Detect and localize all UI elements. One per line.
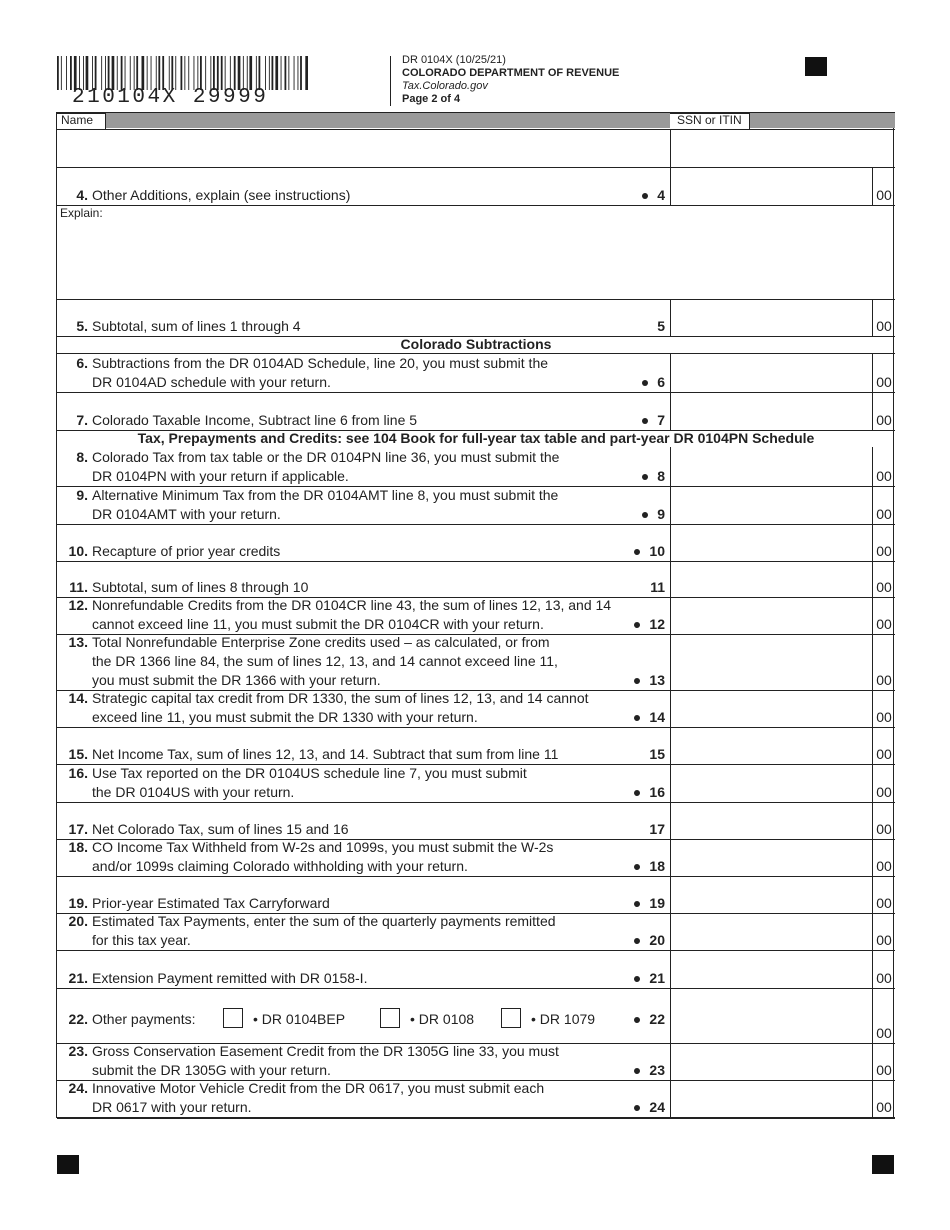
registration-mark-top-right	[805, 57, 827, 76]
amount-input-l12[interactable]	[674, 599, 868, 632]
barcode-bar	[121, 56, 123, 90]
explain-label: Explain:	[60, 206, 103, 220]
bullet-dot	[642, 474, 648, 480]
line-text-l4: Other Additions, explain (see instructions)	[92, 187, 351, 203]
checkbox-label: • DR 0104BEP	[253, 1011, 346, 1027]
amount-input-l5[interactable]	[674, 303, 868, 334]
barcode-bar	[101, 56, 102, 90]
cents-l12: 00	[876, 616, 892, 632]
ssn-header-shade	[749, 113, 895, 128]
barcode	[57, 56, 309, 90]
barcode-bar	[213, 56, 215, 90]
form-header	[402, 54, 619, 106]
row-divider	[57, 299, 895, 300]
line-ref-l17: 17	[649, 821, 665, 837]
amount-input-l15[interactable]	[674, 729, 868, 762]
barcode-bar	[305, 56, 308, 90]
amount-input-l21[interactable]	[674, 952, 868, 986]
row-divider	[57, 802, 895, 803]
barcode-bar	[130, 56, 131, 90]
line-number-l6: 6.	[76, 355, 88, 371]
barcode-bar	[125, 56, 126, 90]
bullet-dot	[634, 901, 640, 907]
barcode-bar	[200, 56, 202, 90]
cents-l23: 00	[876, 1062, 892, 1078]
name-label-divider	[105, 112, 106, 129]
line-text-l24: Innovative Motor Vehicle Credit from the DR 0617, you must submit each	[92, 1080, 545, 1096]
line-ref-l4: 4	[657, 187, 665, 203]
checkbox-label: • DR 0108	[410, 1011, 475, 1027]
checkbox-dr-0108[interactable]	[380, 1008, 400, 1028]
line-text-l17: Net Colorado Tax, sum of lines 15 and 16	[92, 821, 349, 837]
line-number-l15: 15.	[68, 746, 88, 762]
barcode-bar	[230, 56, 231, 90]
bullet-dot	[642, 512, 648, 518]
line-text-l23: Gross Conservation Easement Credit from the DR 1305G line 33, you must	[92, 1043, 559, 1059]
bullet-dot	[634, 976, 640, 982]
line-text-l13: you must submit the DR 1366 with your return.	[92, 672, 381, 688]
barcode-bar	[171, 56, 173, 90]
row-divider	[57, 988, 895, 989]
line-text-l7: Colorado Taxable Income, Subtract line 6 from line 5	[92, 412, 418, 428]
barcode-bar	[92, 56, 93, 90]
line-text-l13: Total Nonrefundable Enterprise Zone credits used – as calculated, or from	[92, 634, 550, 650]
bullet-dot	[634, 622, 640, 628]
line-text-l19: Prior-year Estimated Tax Carryforward	[92, 895, 330, 911]
line-text-l18: and/or 1099s claiming Colorado withholding with your return.	[92, 858, 468, 874]
line-ref-l22: 22	[649, 1011, 665, 1027]
barcode-bar	[210, 56, 211, 90]
row-divider	[57, 950, 895, 951]
cents-l24: 00	[876, 1099, 892, 1115]
row-divider	[57, 561, 895, 562]
amount-input-l16[interactable]	[674, 766, 868, 800]
cents-l10: 00	[876, 543, 892, 559]
cents-l20: 00	[876, 932, 892, 948]
row-divider	[57, 727, 895, 728]
line-number-l9: 9.	[76, 487, 88, 503]
line-number-l14: 14.	[68, 690, 88, 706]
row-divider	[57, 1117, 895, 1119]
cents-l8: 00	[876, 468, 892, 484]
line-text-l16: Use Tax reported on the DR 0104US schedule line 7, you must submit	[92, 765, 527, 781]
row-divider	[57, 392, 895, 393]
barcode-bar	[175, 56, 176, 90]
barcode-bar	[272, 56, 274, 90]
barcode-bar	[147, 56, 148, 90]
line-ref-l12: 12	[649, 616, 665, 632]
line-ref-l15: 15	[649, 746, 665, 762]
amount-input-l4[interactable]	[674, 169, 868, 203]
row-divider	[57, 524, 895, 525]
cents-l6: 00	[876, 374, 892, 390]
barcode-bar	[259, 56, 261, 90]
cents-l11: 00	[876, 579, 892, 595]
line-ref-l5: 5	[657, 318, 665, 334]
ssn-label-divider	[749, 112, 750, 129]
cents-l22: 00	[876, 1025, 892, 1041]
barcode-bar	[74, 56, 77, 90]
amount-input-l10[interactable]	[674, 526, 868, 559]
registration-mark-bottom-left	[57, 1155, 79, 1174]
line-text-l13: the DR 1366 line 84, the sum of lines 12, 13, and 14 cannot exceed line 11,	[92, 653, 558, 669]
cents-l15: 00	[876, 746, 892, 762]
checkbox-dr-0104bep[interactable]	[223, 1008, 243, 1028]
line-ref-l20: 20	[649, 932, 665, 948]
cents-l14: 00	[876, 709, 892, 725]
barcode-bar	[256, 56, 257, 90]
line-ref-l6: 6	[657, 374, 665, 390]
line-number-l17: 17.	[68, 821, 88, 837]
line-number-l20: 20.	[68, 913, 88, 929]
barcode-number: 210104X 29999	[72, 86, 269, 109]
line-ref-l23: 23	[649, 1062, 665, 1078]
cents-l18: 00	[876, 858, 892, 874]
line-text-l5: Subtotal, sum of lines 1 through 4	[92, 318, 301, 334]
barcode-bar	[66, 56, 67, 90]
barcode-bar	[288, 56, 289, 90]
amount-input-l11[interactable]	[674, 563, 868, 595]
explain-input[interactable]	[61, 222, 887, 298]
line-ref-l10: 10	[649, 543, 665, 559]
checkbox-dr-1079[interactable]	[501, 1008, 521, 1028]
line-text-l21: Extension Payment remitted with DR 0158-I.	[92, 970, 368, 986]
barcode-bar	[169, 56, 170, 90]
barcode-bar	[265, 56, 266, 90]
cents-l9: 00	[876, 506, 892, 522]
bullet-dot	[634, 864, 640, 870]
bullet-dot	[634, 549, 640, 555]
cents-l19: 00	[876, 895, 892, 911]
line-number-l4: 4.	[76, 187, 88, 203]
cents-column-divider	[872, 447, 873, 1117]
barcode-bar	[112, 56, 115, 90]
form-id: DR 0104X (10/25/21)	[402, 54, 506, 66]
page-number: Page 2 of 4	[402, 93, 461, 105]
line-ref-l18: 18	[649, 858, 665, 874]
ssn-label: SSN or ITIN	[677, 113, 742, 127]
barcode-bar	[86, 56, 89, 90]
barcode-bar	[184, 56, 185, 90]
section-colorado-subtractions: Colorado Subtractions	[400, 336, 552, 352]
row-divider	[57, 205, 895, 206]
line-text-l16: the DR 0104US with your return.	[92, 784, 295, 800]
barcode-bar	[134, 56, 135, 90]
row-divider	[57, 167, 895, 168]
cents-l16: 00	[876, 784, 892, 800]
line-text-l24: DR 0617 with your return.	[92, 1099, 252, 1115]
line-number-l19: 19.	[68, 895, 88, 911]
line-ref-l8: 8	[657, 468, 665, 484]
line-number-l16: 16.	[68, 765, 88, 781]
amount-input-l14[interactable]	[674, 692, 868, 725]
barcode-bar	[205, 56, 206, 90]
bullet-dot	[634, 1068, 640, 1074]
cents-l7: 00	[876, 412, 892, 428]
line-text-l9: Alternative Minimum Tax from the DR 0104AMT line 8, you must submit the	[92, 487, 559, 503]
line-text-l12: cannot exceed line 11, you must submit the DR 0104CR with your return.	[92, 616, 544, 632]
line-text-l22: Other payments:	[92, 1011, 196, 1027]
line-text-l10: Recapture of prior year credits	[92, 543, 281, 559]
line-ref-l14: 14	[649, 709, 665, 725]
amount-column-divider	[670, 447, 671, 1117]
line-ref-l9: 9	[657, 506, 665, 522]
row-divider	[57, 876, 895, 877]
barcode-bar	[142, 56, 145, 90]
cents-column-divider	[872, 299, 873, 336]
line-number-l13: 13.	[68, 634, 88, 650]
line-number-l23: 23.	[68, 1043, 88, 1059]
name-input[interactable]	[61, 130, 666, 166]
barcode-bar	[221, 56, 223, 90]
barcode-bar	[298, 56, 299, 90]
cents-l13: 00	[876, 672, 892, 688]
row-divider	[57, 353, 895, 354]
amount-input-l7[interactable]	[674, 394, 868, 428]
line-text-l18: CO Income Tax Withheld from W-2s and 1099s, you must submit the W-2s	[92, 839, 554, 855]
barcode-bar	[158, 56, 160, 90]
line-number-l8: 8.	[76, 449, 88, 465]
line-number-l7: 7.	[76, 412, 88, 428]
line-text-l8: Colorado Tax from tax table or the DR 0104PN line 36, you must submit the	[92, 449, 560, 465]
ssn-input[interactable]	[674, 130, 891, 166]
bullet-dot	[642, 380, 648, 386]
barcode-bar	[156, 56, 157, 90]
amount-input-l8[interactable]	[674, 450, 868, 484]
barcode-bar	[234, 56, 236, 90]
bullet-dot	[634, 678, 640, 684]
line-ref-l19: 19	[649, 895, 665, 911]
line-text-l9: DR 0104AMT with your return.	[92, 506, 281, 522]
cents-l17: 00	[876, 821, 892, 837]
bullet-dot	[634, 1017, 640, 1023]
barcode-bar	[247, 56, 248, 90]
bullet-dot	[634, 715, 640, 721]
line-text-l6: DR 0104AD schedule with your return.	[92, 374, 331, 390]
bullet-dot	[642, 418, 648, 424]
barcode-bar	[188, 56, 189, 90]
line-text-l23: submit the DR 1305G with your return.	[92, 1062, 331, 1078]
bullet-dot	[634, 938, 640, 944]
amount-input-l24[interactable]	[674, 1082, 868, 1115]
line-number-l10: 10.	[68, 543, 88, 559]
line-ref-l16: 16	[649, 784, 665, 800]
registration-mark-bottom-right	[872, 1155, 894, 1174]
section-tax-prepayments-credits: Tax, Prepayments and Credits: see 104 Book for full-year tax table and part-year DR 0104PN Schedule	[137, 430, 815, 446]
bullet-dot	[642, 193, 648, 199]
line-text-l12: Nonrefundable Credits from the DR 0104CR line 43, the sum of lines 12, 13, and 14	[92, 597, 612, 613]
barcode-bar	[162, 56, 164, 90]
line-ref-l7: 7	[657, 412, 665, 428]
barcode-bar	[281, 56, 282, 90]
cents-column-divider	[872, 167, 873, 205]
line-ref-l21: 21	[649, 970, 665, 986]
line-number-l11: 11.	[69, 579, 88, 595]
barcode-bar	[275, 56, 278, 90]
barcode-bar	[294, 56, 295, 90]
line-number-l5: 5.	[76, 318, 88, 334]
bullet-dot	[634, 1105, 640, 1111]
barcode-bar	[70, 56, 72, 90]
line-ref-l24: 24	[649, 1099, 665, 1115]
name-label: Name	[61, 113, 94, 127]
barcode-bar	[117, 56, 118, 90]
amount-column-divider	[670, 129, 671, 205]
amount-column-divider	[670, 353, 671, 430]
line-number-l24: 24.	[68, 1080, 88, 1096]
amount-input-l6[interactable]	[674, 355, 868, 390]
amount-input-l20[interactable]	[674, 915, 868, 948]
cents-column-divider	[872, 353, 873, 430]
checkbox-label: • DR 1079	[531, 1011, 596, 1027]
cents-l5: 00	[876, 318, 892, 334]
line-ref-l11: 11	[650, 579, 665, 595]
barcode-bar	[83, 56, 84, 90]
barcode-bar	[57, 56, 59, 90]
website: Tax.Colorado.gov	[402, 80, 488, 92]
amount-input-l18[interactable]	[674, 841, 868, 874]
barcode-bar	[151, 56, 152, 90]
cents-l4: 00	[876, 187, 892, 203]
barcode-bar	[197, 56, 198, 90]
barcode-bar	[108, 56, 110, 90]
barcode-bar	[61, 56, 62, 90]
barcode-bar	[136, 56, 138, 90]
barcode-bar	[181, 56, 183, 90]
line-text-l6: Subtractions from the DR 0104AD Schedule, line 20, you must submit the	[92, 355, 549, 371]
line-number-l22: 22.	[68, 1011, 88, 1027]
barcode-bar	[105, 56, 106, 90]
line-text-l20: Estimated Tax Payments, enter the sum of the quarterly payments remitted	[92, 913, 556, 929]
amount-input-l22[interactable]	[674, 990, 868, 1041]
barcode-bar	[95, 56, 97, 90]
line-text-l14: Strategic capital tax credit from DR 1330, the sum of lines 12, 13, and 14 cannot	[92, 690, 589, 706]
barcode-bar	[238, 56, 241, 90]
barcode-bar	[225, 56, 226, 90]
barcode-bar	[243, 56, 244, 90]
amount-input-l19[interactable]	[674, 878, 868, 911]
barcode-bar	[300, 56, 302, 90]
barcode-bar	[285, 56, 287, 90]
line-number-l12: 12.	[68, 597, 88, 613]
barcode-bar	[79, 56, 80, 90]
line-number-l21: 21.	[68, 970, 88, 986]
cents-l21: 00	[876, 970, 892, 986]
amount-input-l23[interactable]	[674, 1045, 868, 1078]
line-text-l14: exceed line 11, you must submit the DR 1330 with your return.	[92, 709, 478, 725]
barcode-bar	[217, 56, 219, 90]
amount-input-l9[interactable]	[674, 488, 868, 522]
name-header-shade	[105, 113, 670, 128]
header-divider	[390, 56, 391, 106]
department-name: COLORADO DEPARTMENT OF REVENUE	[402, 67, 620, 79]
amount-column-divider	[670, 299, 671, 336]
tax-form	[56, 112, 894, 1118]
barcode-bar	[269, 56, 270, 90]
line-text-l8: DR 0104PN with your return if applicable.	[92, 468, 349, 484]
barcode-bar	[194, 56, 195, 90]
line-text-l11: Subtotal, sum of lines 8 through 10	[92, 579, 309, 595]
bullet-dot	[634, 790, 640, 796]
barcode-bar	[249, 56, 252, 90]
line-number-l18: 18.	[68, 839, 88, 855]
line-text-l20: for this tax year.	[92, 932, 191, 948]
line-ref-l13: 13	[649, 672, 665, 688]
amount-input-l17[interactable]	[674, 804, 868, 837]
amount-input-l13[interactable]	[674, 636, 868, 688]
line-text-l15: Net Income Tax, sum of lines 12, 13, and 14. Subtract that sum from line 11	[92, 746, 559, 762]
